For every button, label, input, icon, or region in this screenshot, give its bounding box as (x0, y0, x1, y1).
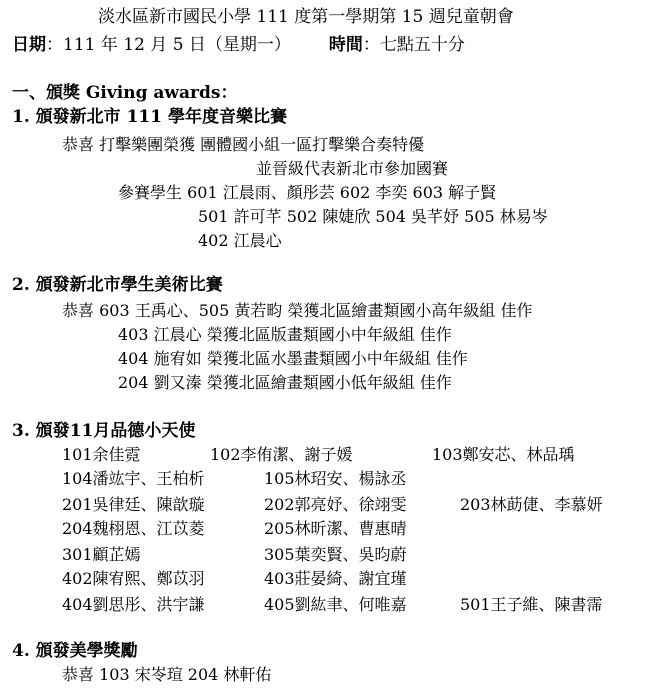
list-item: 204魏栩恩、江苡菱 (62, 519, 205, 538)
list-item: 205林昕潔、曹惠晴 (264, 519, 407, 538)
list-item: 202郭亮妤、徐翊雯 (264, 495, 407, 514)
list-item: 201吳律廷、陳歆璇 (62, 495, 205, 514)
time-value: ：七點五十分 (362, 35, 465, 55)
section-heading-awards: 一、頒獎 Giving awards： (12, 83, 238, 103)
award1-line5: 402 江晨心 (198, 231, 282, 250)
date-value: ：111 年 12 月 5 日（星期一） (46, 35, 291, 55)
date-line (12, 34, 465, 56)
list-item: 103鄭安芯、林品瑀 (432, 445, 575, 464)
award3-heading: 3. 頒發11月品德小天使 (12, 421, 196, 441)
award4-heading: 4. 頒發美學獎勵 (12, 641, 138, 661)
list-item: 104潘竑宇、王柏析 (62, 469, 205, 488)
award1-heading: 1. 頒發新北市 111 學年度音樂比賽 (12, 107, 287, 127)
award2-line2: 403 江晨心 榮獲北區版畫類國小中年級組 佳作 (118, 325, 452, 344)
award4-line1: 恭喜 103 宋岺瑄 204 林軒佑 (62, 665, 272, 684)
list-item: 404劉思彤、洪宇謙 (62, 595, 205, 614)
award2-heading: 2. 頒發新北市學生美術比賽 (12, 275, 223, 295)
award1-line3: 參賽學生 601 江晨雨、顏彤芸 602 李奕 603 解子賢 (118, 183, 497, 202)
list-item: 101余佳霓 (62, 445, 141, 464)
list-item: 402陳宥熙、鄭苡羽 (62, 569, 205, 588)
award2-line1: 恭喜 603 王禹心、505 黃若畇 榮獲北區繪畫類國小高年級組 佳作 (62, 301, 533, 320)
list-item: 501王子維、陳書霈 (460, 595, 603, 614)
time-label: 時間 (328, 35, 363, 55)
award1-line2: 並晉級代表新北市參加國賽 (256, 159, 449, 178)
award2-line4: 204 劉又溱 榮獲北區繪畫類國小低年級組 佳作 (118, 373, 452, 392)
page-title: 淡水區新市國民小學 111 度第一學期第 15 週兒童朝會 (98, 7, 514, 27)
list-item: 403莊晏綺、謝宜瑾 (264, 569, 407, 588)
award1-line1: 恭喜 打擊樂團榮獲 團體國小組一區打擊樂合奏特優 (62, 135, 425, 154)
list-item: 301顧芷嫣 (62, 545, 141, 564)
award1-line4: 501 許可芊 502 陳婕欣 504 吳芊妤 505 林易岑 (198, 207, 548, 226)
date-label: 日期 (12, 35, 46, 55)
award2-line3: 404 施宥如 榮獲北區水墨畫類國小中年級組 佳作 (118, 349, 468, 368)
list-item: 203林莇倢、李慕妍 (460, 495, 603, 514)
list-item: 102李侑潔、謝子媛 (210, 445, 353, 464)
list-item: 305葉奕賢、吳昀蔚 (264, 545, 407, 564)
list-item: 105林玿安、楊詠丞 (264, 469, 407, 488)
list-item: 405劉紘聿、何唯嘉 (264, 595, 407, 614)
